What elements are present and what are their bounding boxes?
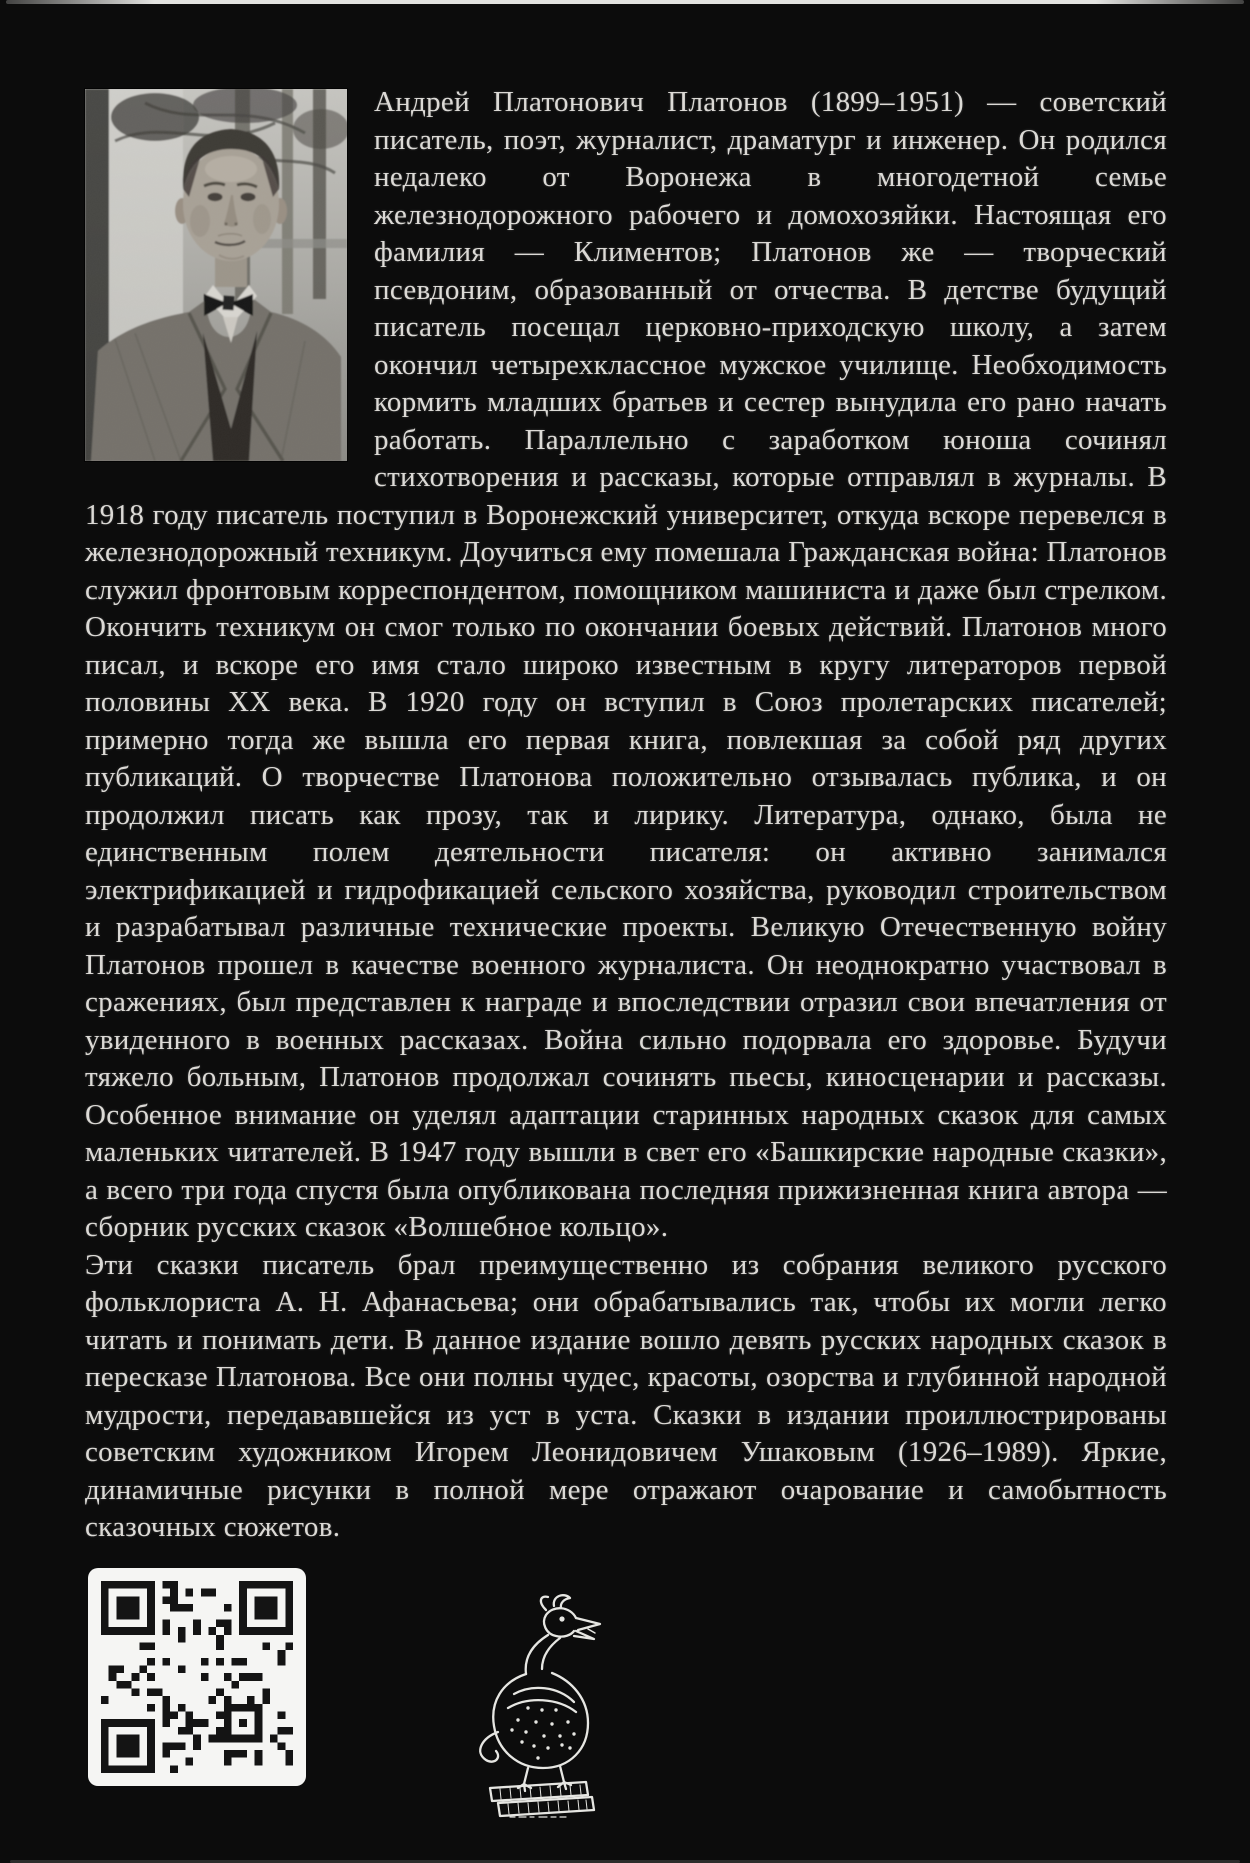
edition-paragraph: Эти сказки писатель брал преимущественно из собрания великого русского фольклориста А. Н. Афанасьева; они обрабатывались так, чтобы их могли легко читать и понимать дети. В данное издание вошло девять русских народных сказок в пересказе Платонова. Все они полны чудес, красоты, озорства и глубинной народной мудрости, передававшейся из уст в уста. Сказки в издании проиллюстрированы советским художником Игорем Леонидовичем Ушаковым (1926–1989). Яркие, динамичные рисунки в полной мере отражают очарование и самобытность сказочных сюжетов. — [85, 1248, 1167, 1543]
qr-code — [88, 1568, 306, 1786]
qr-code-pattern — [101, 1581, 293, 1773]
cover-top-edge-highlight — [6, 0, 1244, 4]
dragon-on-books-icon — [448, 1590, 628, 1818]
annotation-text-block — [85, 84, 1167, 1547]
author-portrait-photo — [85, 89, 347, 461]
portrait-illustration — [85, 89, 347, 461]
publisher-dragon-emblem — [448, 1590, 628, 1818]
bio-paragraph: Андрей Платонович Платонов (1899–1951) — советский писатель, поэт, журналист, драматург и инженер. Он родился недалеко от Воронежа в многодетной семье железнодорожного рабочего и домохозяйки. Настоящая его фамилия — Климентов; Платонов же — творческий псевдоним, образованный от отчества. В детстве будущий писатель посещал церковно-приходскую школу, а затем окончил четырехклассное мужское училище. Необходимость кормить младших братьев и сестер вынудила его рано начать работать. Параллельно с заработком юноша сочинял стихотворения и рассказы, которые отправлял в журналы. В 1918 году писатель поступил в Воронежский университет, откуда вскоре перевелся в железнодорожный техникум. Доучиться ему помешала Гражданская война: Платонов служил фронтовым корреспондентом, помощником машиниста и даже был стрелком. Окончить техникум он смог только по окончании боевых действий. Платонов много писал, и вскоре его имя стало широко известным в кругу литераторов первой половины XX века. В 1920 году он вступил в Союз пролетарских писателей; примерно тогда же вышла его первая книга, повлекшая за собой ряд других публикаций. О творчестве Платонова положительно отзывалась публика, и он продолжил писать как прозу, так и лирику. Литература, однако, была не единственным полем деятельности писателя: он активно занимался электрификацией и гидрофикацией сельского хозяйства, руководил строительством и разрабатывал различные технические проекты. Великую Отечественную войну Платонов прошел в качестве военного журналиста. Он неоднократно участвовал в сражениях, был представлен к награде и впоследствии отразил свои впечатления от увиденного в военных рассказах. Война сильно подорвала его здоровье. Будучи тяжело больным, Платонов продолжал сочинять пьесы, киносценарии и рассказы. Особенное внимание он уделял адаптации старинных народных сказок для самых маленьких читателей. В 1947 году вышли в свет его «Башкирские народные сказки», а всего три года спустя была опубликована последняя прижизненная книга автора — сборник русских сказок «Волшебное кольцо». — [85, 86, 1167, 1243]
